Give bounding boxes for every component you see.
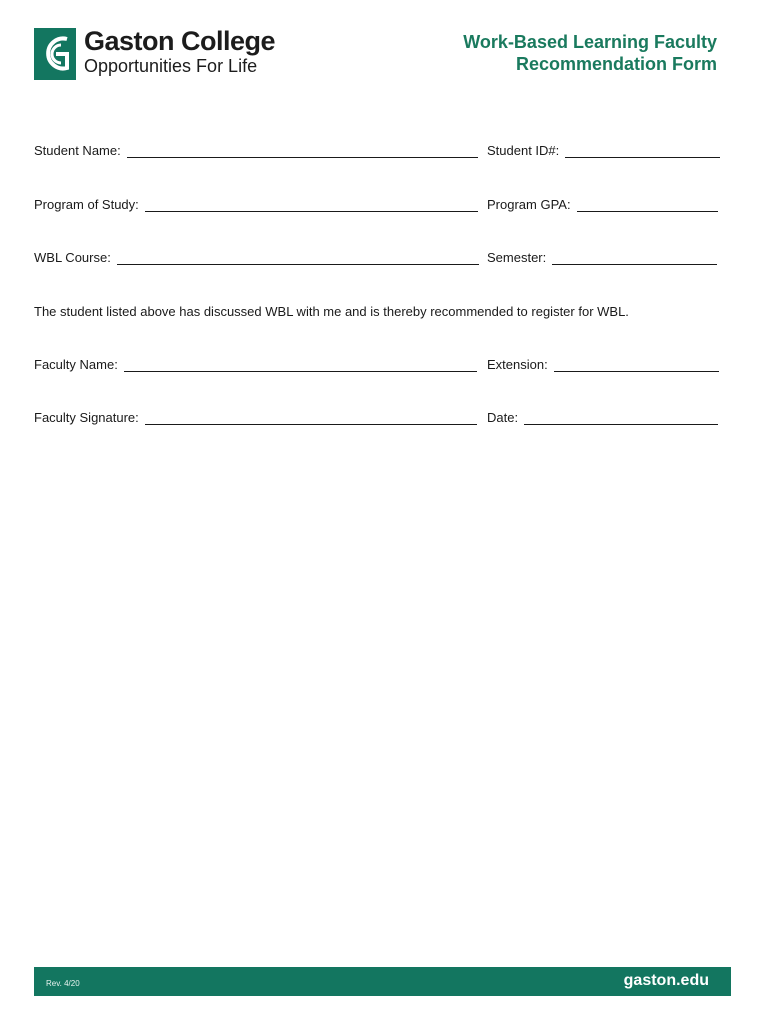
program-of-study-label: Program of Study: [34,197,139,212]
program-of-study-line[interactable] [145,197,478,212]
logo-college-name: Gaston College [84,26,276,56]
student-name-field[interactable] [34,143,478,158]
date-field[interactable] [487,410,718,425]
extension-label: Extension: [487,357,548,372]
semester-field[interactable] [487,250,717,265]
date-label: Date: [487,410,519,425]
faculty-signature-line[interactable] [145,410,477,425]
semester-label: Semester: [487,250,547,265]
extension-line[interactable] [554,357,719,372]
program-gpa-line[interactable] [577,197,718,212]
logo-tagline: Opportunities For Life [84,56,258,76]
form-title-line-1: Work-Based Learning Faculty [463,32,717,52]
extension-field[interactable] [487,357,719,372]
date-line[interactable] [524,410,718,425]
form-title-line-2: Recommendation Form [515,54,717,74]
student-name-line[interactable] [127,143,478,158]
program-gpa-field[interactable] [487,197,718,212]
form-row-signature [34,410,720,430]
recommendation-statement: The student listed above has discussed WBL with me and is thereby recommended to register for WBL. [34,304,629,319]
form-row-program [34,197,720,217]
student-id-label: Student ID#: [487,143,560,158]
faculty-name-label: Faculty Name: [34,357,118,372]
form-row-student [34,143,720,163]
student-id-line[interactable] [565,143,720,158]
wbl-course-label: WBL Course: [34,250,111,265]
student-name-label: Student Name: [34,143,121,158]
faculty-name-line[interactable] [124,357,477,372]
website-link[interactable]: gaston.edu [623,972,709,989]
wbl-course-field[interactable] [34,250,479,265]
form-title [463,31,717,75]
form-row-course [34,250,720,270]
college-logo [34,28,274,80]
faculty-signature-label: Faculty Signature: [34,410,139,425]
faculty-signature-field[interactable] [34,410,477,425]
semester-line[interactable] [552,250,717,265]
footer-bar [34,967,731,996]
wbl-course-line[interactable] [117,250,479,265]
revision-label: Rev. 4/20 [46,979,80,988]
form-row-faculty [34,357,720,377]
faculty-name-field[interactable] [34,357,477,372]
gaston-g-logo-icon [34,28,76,80]
program-of-study-field[interactable] [34,197,478,212]
student-id-field[interactable] [487,143,720,158]
program-gpa-label: Program GPA: [487,197,571,212]
